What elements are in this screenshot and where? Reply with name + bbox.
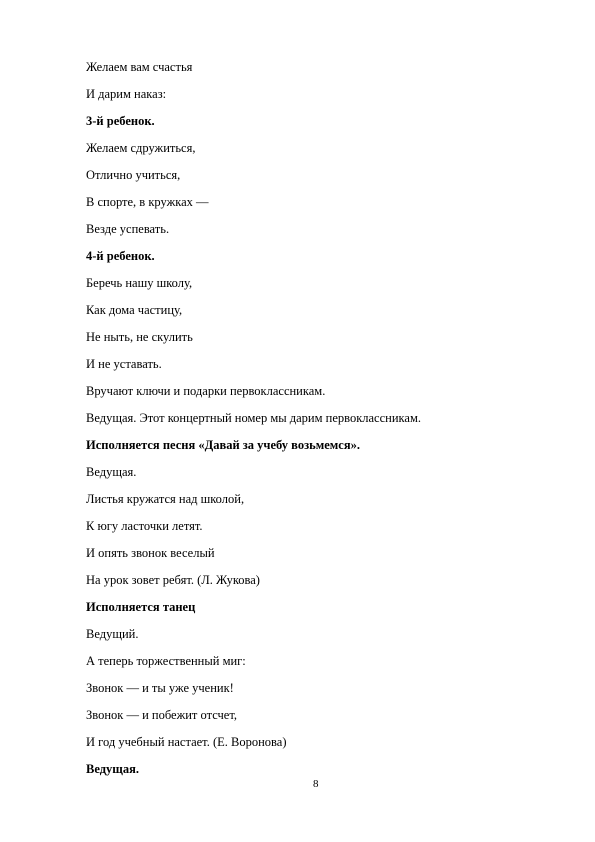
text-line: На урок зовет ребят. (Л. Жукова): [86, 573, 260, 587]
text-line: 4-й ребенок.: [86, 249, 155, 263]
text-line: Ведущий.: [86, 627, 139, 641]
page-number: 8: [313, 778, 319, 790]
text-line: Везде успевать.: [86, 222, 170, 236]
text-lines: [86, 58, 556, 787]
text-line: Беречь нашу школу,: [86, 276, 193, 290]
text-line: Ведущая. Этот концертный номер мы дарим первоклассникам.: [86, 411, 421, 425]
text-line: А теперь торжественный миг:: [86, 654, 246, 668]
text-line: Вручают ключи и подарки первоклассникам.: [86, 384, 326, 398]
text-line: Звонок — и побежит отсчет,: [86, 708, 237, 722]
text-line: Как дома частицу,: [86, 303, 183, 317]
text-line: В спорте, в кружках —: [86, 195, 209, 209]
text-line: Отлично учиться,: [86, 168, 181, 182]
text-line: И не уставать.: [86, 357, 162, 371]
text-line: И год учебный настает. (Е. Воронова): [86, 735, 287, 749]
text-line: Звонок — и ты уже ученик!: [86, 681, 234, 695]
text-line: Не ныть, не скулить: [86, 330, 193, 344]
text-line: И дарим наказ:: [86, 87, 167, 101]
text-line: Листья кружатся над школой,: [86, 492, 245, 506]
text-line: Желаем вам счастья: [86, 60, 193, 74]
text-line: Ведущая.: [86, 465, 137, 479]
text-line: Желаем сдружиться,: [86, 141, 196, 155]
text-line: Исполняется танец: [86, 600, 196, 614]
text-line: 3-й ребенок.: [86, 114, 155, 128]
text-line: И опять звонок веселый: [86, 546, 215, 560]
text-line: К югу ласточки летят.: [86, 519, 203, 533]
text-line: Ведущая.: [86, 762, 139, 776]
text-line: Исполняется песня «Давай за учебу возьмемся».: [86, 438, 360, 452]
